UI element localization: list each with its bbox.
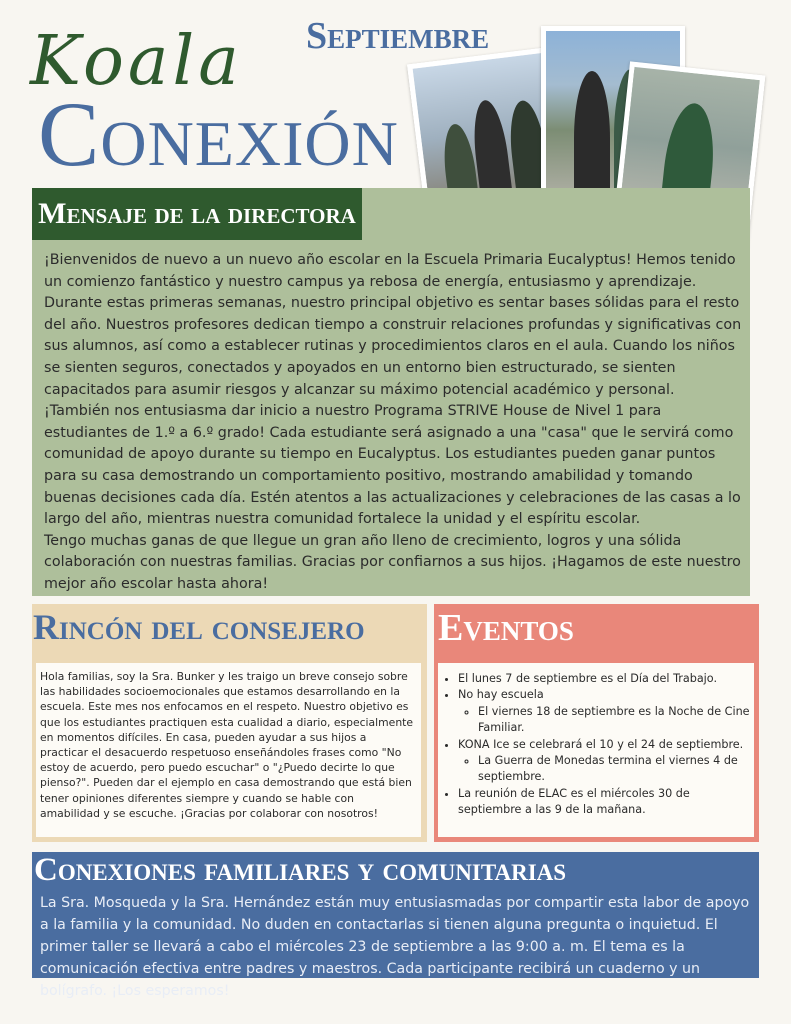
counselor-title: Rincón del consejero	[33, 607, 365, 647]
counselor-text: Hola familias, soy la Sra. Bunker y les traigo un breve consejo sobre las habilidades socioemocionales que estamos desarrollando en la escuela. Este mes nos enfocamos en el respeto. Nuestro objetivo es que los estudiantes practiquen esta cualidad a diario, especialmente en momentos difíciles. En casa, pueden ayudar a sus hijos a practicar el desacuerdo respetuoso enseñándoles frases como "No estoy de acuerdo, pero puedo escuchar" o "¿Puedo decirte lo que pienso?". Pueden dar el ejemplo en casa demostrando que está bien tener opiniones diferentes siempre y cuando se hable con amabilidad y se escuche. ¡Gracias por colaborar con nosotros!	[40, 670, 414, 820]
masthead-month: Septiembre	[306, 15, 490, 57]
director-title: Mensaje de la directora	[32, 188, 362, 240]
event-item: • La reunión de ELAC es el miércoles 30 de septiembre a las 9 de la mañana.	[458, 786, 750, 819]
director-paragraph: Tengo muchas ganas de que llegue un gran año lleno de crecimiento, logros y una sólida colaboración con nuestras familias. Gracias por confiarnos a sus hijos. ¡Hagamos de este nuestro mejor año escolar hasta ahora!	[44, 532, 741, 592]
counselor-panel	[36, 663, 421, 837]
event-item: • El lunes 7 de septiembre es el Día del Trabajo.	[458, 671, 750, 687]
event-item-label: No hay escuela	[458, 688, 544, 702]
event-item	[458, 687, 750, 736]
event-item	[458, 737, 750, 786]
family-text: La Sra. Mosqueda y la Sra. Hernández están muy entusiasmadas por compartir esta labor de apoyo a la familia y la comunidad. No duden en contactarlas si tienen alguna pregunta o inquietud. El primer taller se llevará a cabo el miércoles 23 de septiembre a las 9:00 a. m. El tema es la comunicación efectiva entre padres y maestros. Cada participante recibirá un cuaderno y un bolígrafo. ¡Los esperamos!	[40, 895, 750, 999]
event-subitem: ◦ El viernes 18 de septiembre es la Noche de Cine Familiar.	[478, 704, 750, 737]
masthead-koala: Koala	[30, 22, 243, 101]
director-paragraph: ¡Bienvenidos de nuevo a un nuevo año escolar en la Escuela Primaria Eucalyptus! Hemos tenido un comienzo fantástico y nuestro campus ya rebosa de energía, entusiasmo y aprendizaje.	[44, 252, 736, 290]
event-sublist	[458, 753, 750, 786]
event-sublist	[458, 704, 750, 737]
director-paragraph: Durante estas primeras semanas, nuestro principal objetivo es sentar bases sólidas para el resto del año. Nuestros profesores dedican tiempo a construir relaciones profundas y significativas con sus alumnos, así como a establecer rutinas y procedimientos claros en el aula. Cuando los niños se sienten seguros, conectados y apoyados en un entorno bien estructurado, se sienten capacitados para asumir riesgos y alcanzar su máximo potencial académico y personal.	[44, 295, 742, 398]
director-message	[44, 250, 744, 596]
events-title: Eventos	[438, 607, 574, 649]
events-panel	[438, 663, 754, 837]
event-subitem: ◦ La Guerra de Monedas termina el viernes 4 de septiembre.	[478, 753, 750, 786]
events-list	[442, 671, 750, 819]
director-paragraph: ¡También nos entusiasma dar inicio a nuestro Programa STRIVE House de Nivel 1 para estudiantes de 1.º a 6.º grado! Cada estudiante será asignado a una "casa" que le servirá como comunidad de apoyo durante su tiempo en Eucalyptus. Los estudiantes pueden ganar puntos para su casa demostrando un comportamiento positivo, mostrando amabilidad y tomando buenas decisiones cada día. Estén atentos a las actualizaciones y celebraciones de las casas a lo largo del año, mientras nuestra comunidad fortalece la unidad y el espíritu escolar.	[44, 403, 741, 528]
family-title: Conexiones familiares y comunitarias	[34, 852, 567, 888]
event-item-label: KONA Ice se celebrará el 10 y el 24 de septiembre.	[458, 737, 744, 751]
masthead-title: Conexión	[38, 83, 399, 185]
